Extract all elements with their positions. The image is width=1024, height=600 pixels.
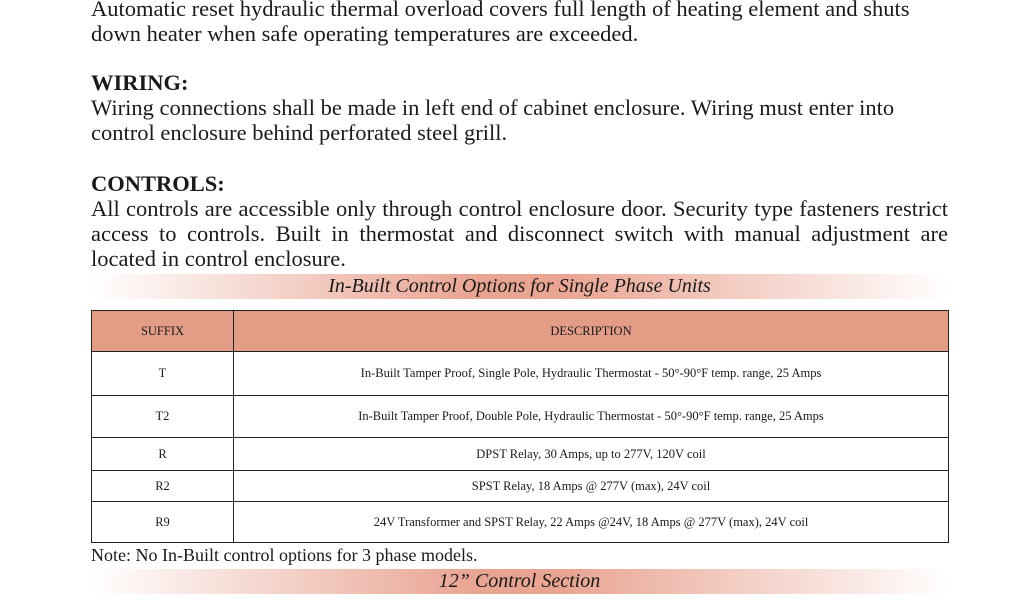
description-cell: In-Built Tamper Proof, Single Pole, Hydraulic Thermostat - 50°-90°F temp. range, 25 Amps	[234, 352, 949, 396]
suffix-cell: R	[92, 438, 234, 471]
table-row	[92, 352, 949, 396]
overload-paragraph	[91, 0, 948, 46]
table-row	[92, 438, 949, 471]
table-row	[92, 396, 949, 438]
table-title: In-Built Control Options for Single Phase Units	[328, 275, 711, 297]
table-title-banner	[91, 274, 948, 299]
description-cell: SPST Relay, 18 Amps @ 277V (max), 24V coil	[234, 471, 949, 502]
suffix-cell: T	[92, 352, 234, 396]
table-row	[92, 502, 949, 543]
controls-paragraph: All controls are accessible only through control enclosure door. Security type fasteners restrict access to controls. Built in thermostat and disconnect switch with manual adjustment are located in control enclosure.	[91, 196, 948, 271]
controls-heading: CONTROLS:	[91, 171, 225, 196]
control-options-table	[91, 310, 949, 543]
overload-line-2: down heater when safe operating temperatures are exceeded.	[91, 21, 639, 46]
wiring-paragraph: Wiring connections shall be made in left end of cabinet enclosure. Wiring must enter into control enclosure behind perforated steel grill.	[91, 95, 895, 145]
description-cell: In-Built Tamper Proof, Double Pole, Hydraulic Thermostat - 50°-90°F temp. range, 25 Amps	[234, 396, 949, 438]
suffix-cell: R9	[92, 502, 234, 543]
suffix-cell: R2	[92, 471, 234, 502]
note-text: Note: No In-Built control options for 3 phase models.	[91, 545, 478, 565]
description-cell: DPST Relay, 30 Amps, up to 277V, 120V coil	[234, 438, 949, 471]
section-title-banner	[91, 569, 948, 594]
overload-line-1: Automatic reset hydraulic thermal overload covers full length of heating element and shuts	[91, 0, 910, 21]
suffix-cell: T2	[92, 396, 234, 438]
description-header: DESCRIPTION	[234, 311, 949, 352]
section-title: 12” Control Section	[438, 570, 601, 592]
table-header-row	[92, 311, 949, 352]
suffix-header: SUFFIX	[92, 311, 234, 352]
wiring-heading: WIRING:	[91, 70, 189, 95]
description-cell: 24V Transformer and SPST Relay, 22 Amps @24V, 18 Amps @ 277V (max), 24V coil	[234, 502, 949, 543]
table-row	[92, 471, 949, 502]
